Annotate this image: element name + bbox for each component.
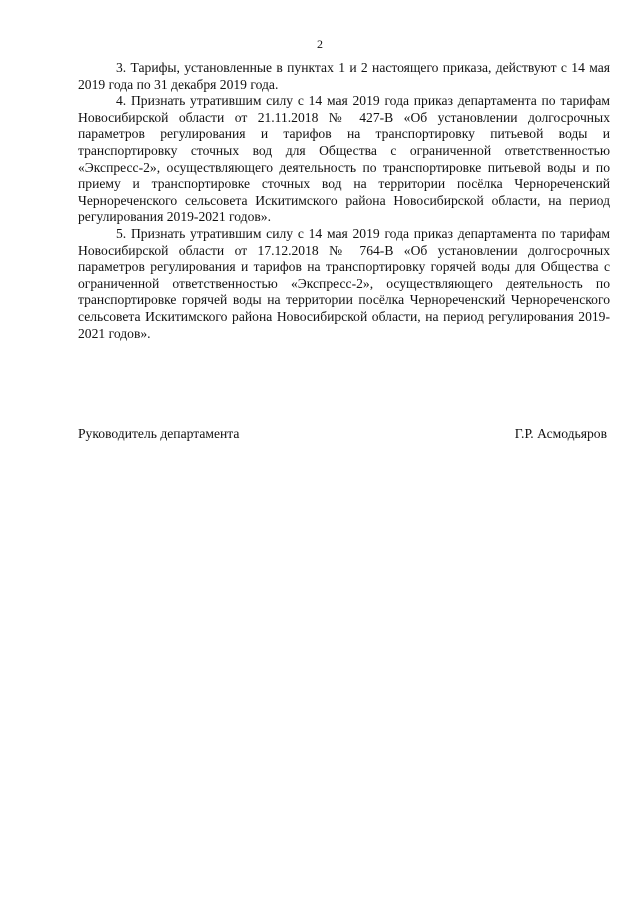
signature-block (78, 426, 610, 444)
paragraph-5: 5. Признать утратившим силу с 14 мая 2019 года приказ департамента по тарифам Новосибирской области от 17.12.2018 № 764-В «Об установлении долгосрочных параметров регулирования и тарифов на транспортировку горячей воды для Общества с ограниченной ответственностью «Экспресс-2», осуществляющего деятельность по транспортировке горячей воды на территории посёлка Чернореченский Чернореченского сельсовета Искитимского района Новосибирской области, на период регулирования 2019-2021 годов». (78, 225, 610, 341)
document-body (78, 60, 610, 342)
signatory-name: Г.Р. Асмодьяров (514, 426, 607, 441)
page-number: 2 (317, 37, 323, 51)
signatory-position: Руководитель департамента (78, 426, 240, 441)
paragraph-3: 3. Тарифы, установленные в пунктах 1 и 2 настоящего приказа, действуют с 14 мая 2019 года по 31 декабря 2019 года. (78, 60, 610, 92)
paragraph-4: 4. Признать утратившим силу с 14 мая 2019 года приказ департамента по тарифам Новосибирской области от 21.11.2018 № 427-В «Об установлении долгосрочных параметров регулирования и тарифов на транспортировку питьевой воды и транспортировку сточных вод для Общества с ограниченной ответственностью «Экспресс-2», осуществляющего деятельность по транспортировке питьевой воды и по приему и транспортировке сточных вод на территории посёлка Чернореченский Чернореченского сельсовета Искитимского района Новосибирской области, на период регулирования 2019-2021 годов». (78, 93, 610, 225)
